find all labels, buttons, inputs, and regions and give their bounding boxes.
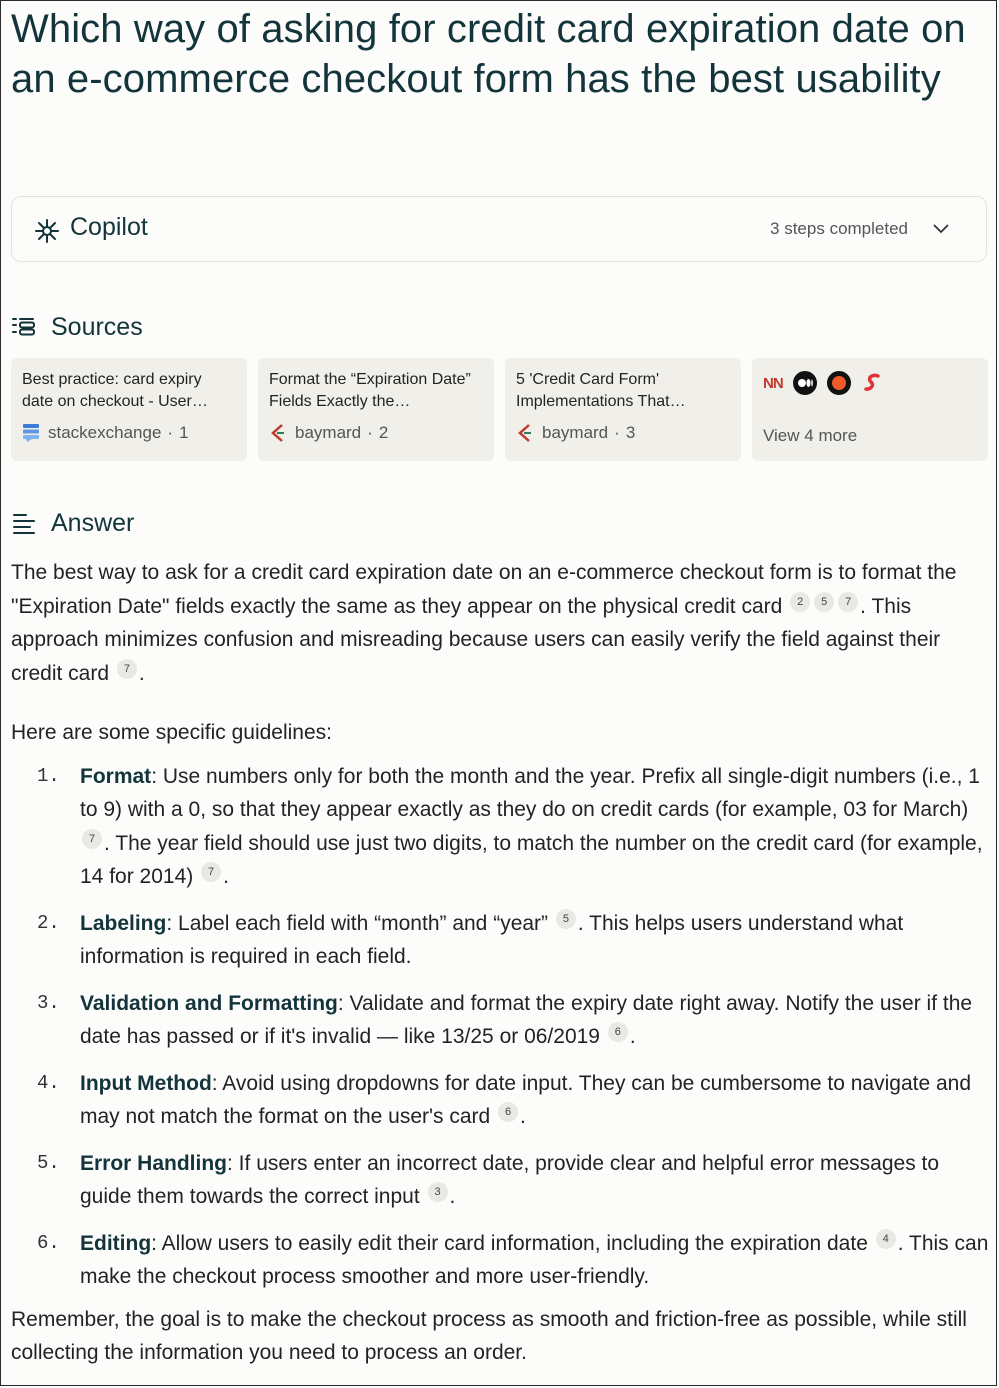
nngroup-logo-text: NN (763, 374, 783, 392)
orange-dot-logo-icon (827, 371, 851, 395)
source-title: 5 'Credit Card Form' Implementations That… (516, 371, 686, 410)
list-item (11, 1067, 989, 1134)
source-index: 2 (378, 423, 389, 442)
guideline-label: Validation and Formatting (80, 991, 338, 1015)
source-meta (516, 423, 635, 443)
stackexchange-icon (22, 423, 40, 443)
copilot-steps-status: 3 steps completed (770, 219, 908, 238)
guidelines-intro: Here are some specific guidelines: (11, 721, 332, 744)
answer-heading-label: Answer (51, 508, 135, 537)
smashing-logo-icon (861, 371, 885, 395)
guideline-text: . This helps users understand what information is required in each field. (80, 911, 904, 968)
citation-badge[interactable]: 4 (876, 1229, 896, 1249)
answer-closing: Remember, the goal is to make the checkout process as smooth and friction-free as possible, while still collecting the information you need to process an order. (11, 1307, 967, 1364)
view-more-label: View 4 more (763, 426, 858, 445)
list-item (11, 987, 989, 1054)
more-source-logos (763, 371, 977, 395)
source-site: baymard (542, 423, 609, 442)
guidelines-list (11, 760, 989, 1294)
guideline-text: : Avoid using dropdowns for date input. They can be cumbersome to navigate and may not match the format on the user's card (80, 1071, 972, 1128)
guideline-label: Labeling (80, 911, 167, 935)
baymard-icon (269, 423, 287, 443)
guideline-text: : Validate and format the expiry date right away. Notify the user if the date has passed or if it's invalid — like 13/25 or 06/2019 (80, 991, 973, 1048)
meta-separator: · (614, 423, 620, 442)
citation-badge[interactable]: 5 (556, 909, 576, 929)
list-item (11, 907, 989, 974)
sources-row (11, 358, 989, 462)
source-site: stackexchange (48, 423, 162, 442)
citation-badge[interactable]: 7 (117, 659, 137, 679)
list-number: 3. (37, 991, 60, 1014)
citation-badge[interactable]: 7 (82, 829, 102, 849)
source-title: Format the “Expiration Date” Fields Exactly the… (269, 371, 471, 410)
source-site: baymard (295, 423, 362, 442)
guideline-label: Error Handling (80, 1151, 228, 1175)
answer-body (11, 556, 989, 1370)
meta-separator: · (367, 423, 373, 442)
list-item (11, 1147, 989, 1214)
copilot-sparkle-icon (34, 218, 60, 244)
citation-badge[interactable]: 3 (428, 1182, 448, 1202)
source-title: Best practice: card expiry date on checkout - User… (22, 371, 208, 410)
citation-badge[interactable]: 6 (608, 1022, 628, 1042)
guideline-label: Input Method (80, 1071, 212, 1095)
medium-logo-icon (793, 371, 817, 395)
guideline-text: . (449, 1185, 456, 1208)
meta-separator: · (167, 423, 174, 442)
citation-badge[interactable]: 2 (790, 592, 810, 612)
answer-text: . (138, 661, 145, 685)
answer-text: . This approach minimizes confusion and misreading because users can easily verify the field against their credit card (11, 594, 941, 685)
citation-badge[interactable]: 6 (498, 1102, 518, 1122)
list-number: 6. (37, 1231, 60, 1254)
chevron-down-icon[interactable] (932, 223, 950, 235)
copilot-panel[interactable] (11, 196, 987, 262)
source-meta (269, 423, 388, 443)
guideline-text: . This can make the checkout process smoother and more user-friendly. (80, 1231, 989, 1288)
source-meta (22, 423, 189, 443)
guideline-text: : If users enter an incorrect date, provide clear and helpful error messages to guide them towards the correct input (80, 1151, 940, 1208)
nngroup-logo-icon (763, 371, 783, 395)
citation-badge[interactable]: 7 (201, 862, 221, 882)
guideline-text: . The year field should use just two digits, to match the number on the credit card (for example, 14 for 2014) (80, 831, 983, 888)
list-number: 5. (37, 1151, 60, 1174)
view-more-sources-card[interactable] (752, 358, 988, 461)
answer-lines-icon (11, 510, 37, 536)
sources-list-icon (11, 314, 37, 340)
guideline-text: . (520, 1105, 526, 1128)
source-index: 1 (179, 423, 189, 442)
sources-heading-label: Sources (51, 312, 143, 341)
answer-text: The best way to ask for a credit card expiration date on an e-commerce checkout form is to format the "Expiration Date" fields exactly the same as they appear on the physical credit card (11, 561, 957, 618)
source-card-1[interactable] (11, 358, 247, 461)
list-number: 4. (37, 1071, 60, 1094)
guideline-text: . (223, 865, 229, 888)
guideline-text: : Allow users to easily edit their card information, including the expiration date (151, 1231, 868, 1255)
list-number: 2. (37, 911, 60, 934)
thread-page (11, 0, 989, 1364)
source-index: 3 (625, 423, 636, 442)
source-card-2[interactable] (258, 358, 494, 461)
citation-badge[interactable]: 7 (838, 592, 858, 612)
guideline-label: Format (80, 764, 152, 788)
answer-intro (11, 556, 989, 690)
answer-heading (11, 506, 134, 540)
citation-badge[interactable]: 5 (814, 592, 834, 612)
list-item (11, 1227, 989, 1294)
list-number: 1. (37, 764, 60, 787)
guideline-text: : Use numbers only for both the month and the year. Prefix all single-digit numbers (i.e., 1 to 9) with a 0, so that they appear exactly as they do on credit cards (for example, 03 for March) (80, 764, 980, 821)
guideline-text: : Label each field with “month” and “year” (166, 911, 549, 935)
copilot-label: Copilot (70, 213, 148, 241)
source-card-3[interactable] (505, 358, 741, 461)
list-item (11, 760, 989, 894)
query-title: Which way of asking for credit card expiration date on an e-commerce checkout form has the best usability (11, 7, 966, 101)
guideline-label: Editing (80, 1231, 152, 1255)
sources-heading (11, 310, 143, 344)
guideline-text: . (629, 1025, 636, 1048)
baymard-icon (516, 423, 534, 443)
